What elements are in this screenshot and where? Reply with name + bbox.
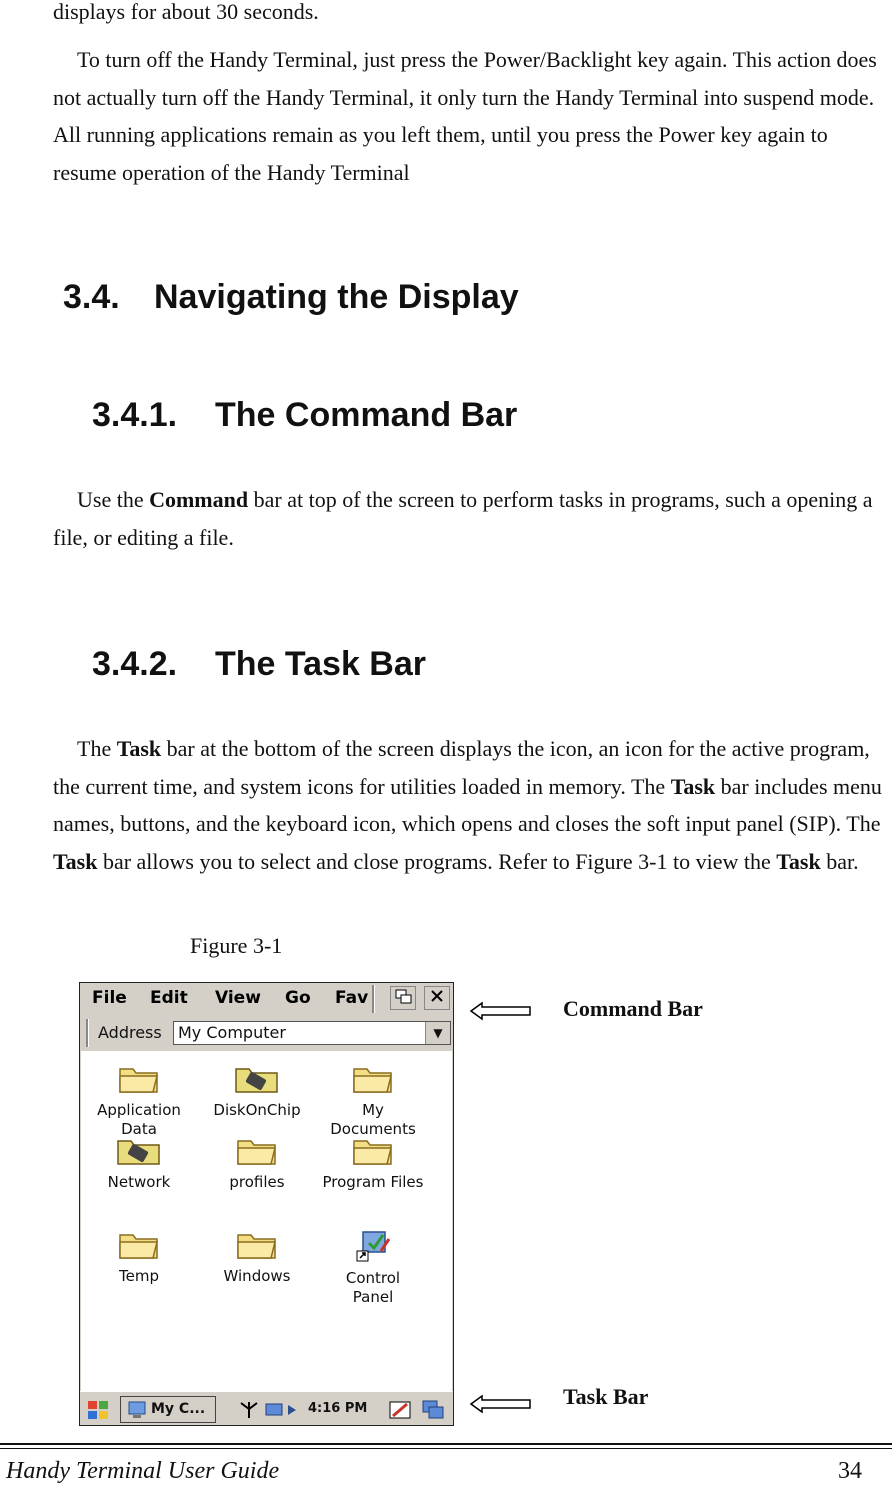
text: bar allows you to select and close programs. Refer to Figure 3-1 to view the [97,848,777,874]
bold-term: Task [670,773,716,799]
label-line2: Panel [352,1288,394,1306]
bold-term: Task [116,736,162,761]
folder-icon [351,1135,395,1167]
folder-my-documents[interactable] [314,1063,432,1139]
folder-icon [117,1229,161,1261]
divider [86,1019,89,1047]
control-panel-icon [351,1229,395,1263]
folder-windows[interactable] [198,1229,316,1286]
task-bar-label: Task Bar [563,1384,649,1409]
taskbar-button-label: My C... [151,1401,206,1417]
text: bar. [820,848,859,874]
footer-rule [0,1448,892,1449]
label-line1: DiskOnChip [213,1101,301,1119]
intro-paragraph: To turn off the Handy Terminal, just press the Power/Backlight key again. This action does not actually turn off the Handy Terminal, it only turn the Handy Terminal into suspend mode. All running applications remain as you left them, until you press the Power key again to resume operation of the Handy Terminal [53,47,877,185]
task-bar [80,1391,453,1426]
network-icon [115,1135,163,1167]
folder-profiles[interactable] [198,1135,316,1192]
command-bar-label: Command Bar [563,996,703,1021]
text: bar includes menu names, buttons, and the keyboard icon, which opens and closes the soft input panel (SIP). The [53,773,882,836]
subsection-heading-command-bar [92,396,517,435]
network-status-icon[interactable] [264,1398,290,1422]
text: Use the [77,487,150,512]
desktop-icon[interactable] [420,1398,446,1422]
close-icon[interactable] [424,986,450,1010]
label-line1: Temp [119,1267,159,1285]
section-number: 3.4. [63,278,120,316]
folder-temp[interactable] [80,1229,198,1286]
left-arrow-icon [470,1001,532,1021]
address-label: Address [98,1023,162,1042]
address-value: My Computer [178,1023,286,1042]
clock[interactable]: 4:16 PM [308,1401,368,1416]
intro-line: displays for about 30 seconds. [53,0,319,24]
folder-icon [235,1135,279,1167]
folder-diskonchip[interactable] [198,1063,316,1120]
text: The [77,736,117,761]
figure-caption: Figure 3-1 [190,933,283,958]
menu-edit[interactable]: Edit [150,988,188,1008]
divider [372,985,375,1013]
subsection-title: The Task Bar [215,645,427,683]
chevron-down-icon[interactable]: ▼ [425,1022,450,1044]
footer-rule [0,1443,892,1445]
subsection-number: 3.4.2. [92,645,178,683]
bold-term: Task [53,848,98,874]
folder-icon [117,1063,161,1095]
label-line1: Control [345,1269,401,1287]
menu-go[interactable]: Go [285,988,311,1008]
file-list [81,1051,452,1391]
address-field[interactable] [173,1021,451,1045]
menu-file[interactable]: File [92,988,127,1008]
bold-term: Command [149,487,249,512]
subsection-heading-task-bar [92,645,426,684]
label-line1: Program Files [322,1173,424,1191]
text: bar at top of the screen to perform tasks in programs, such a opening a file, or editing a file. [53,487,873,550]
device-screenshot [79,982,454,1426]
address-bar [80,1017,453,1049]
label-line1: Network [107,1173,171,1191]
section-heading [63,278,519,317]
antenna-icon[interactable] [236,1398,262,1422]
label-line1: profiles [229,1173,285,1191]
control-panel-shortcut[interactable] [314,1229,432,1307]
start-icon[interactable] [84,1398,114,1422]
footer-title: Handy Terminal User Guide [6,1458,280,1484]
label-line1: My [362,1101,384,1119]
computer-icon [127,1400,147,1420]
left-arrow-icon [470,1394,532,1414]
folder-program-files[interactable] [314,1135,432,1192]
task-bar-paragraph [53,730,883,880]
taskbar-my-computer-button[interactable] [120,1396,216,1423]
folder-network[interactable] [80,1135,198,1192]
properties-icon[interactable] [390,986,416,1010]
label-line1: Windows [223,1267,291,1285]
folder-icon [235,1229,279,1261]
subsection-number: 3.4.1. [92,396,178,434]
menu-favorites[interactable]: Fav [335,988,369,1008]
section-title: Navigating the Display [154,278,519,316]
menu-view[interactable]: View [215,988,261,1008]
label-line2: Data [121,1120,157,1138]
command-bar-paragraph [53,481,883,556]
page-number: 34 [838,1458,862,1484]
keyboard-icon[interactable] [388,1398,414,1422]
label-line1: Application [97,1101,181,1119]
subsection-title: The Command Bar [215,396,518,434]
command-bar [80,983,453,1015]
folder-icon [351,1063,395,1095]
bold-term: Task [776,848,821,874]
folder-application-data[interactable] [80,1063,198,1139]
text: bar at the bottom of the screen displays the icon, an icon for the active program, the current time, and system icons for utilities loaded in memory. The [53,736,870,799]
label-line2: Documents [330,1120,416,1138]
storage-card-icon [233,1063,281,1095]
